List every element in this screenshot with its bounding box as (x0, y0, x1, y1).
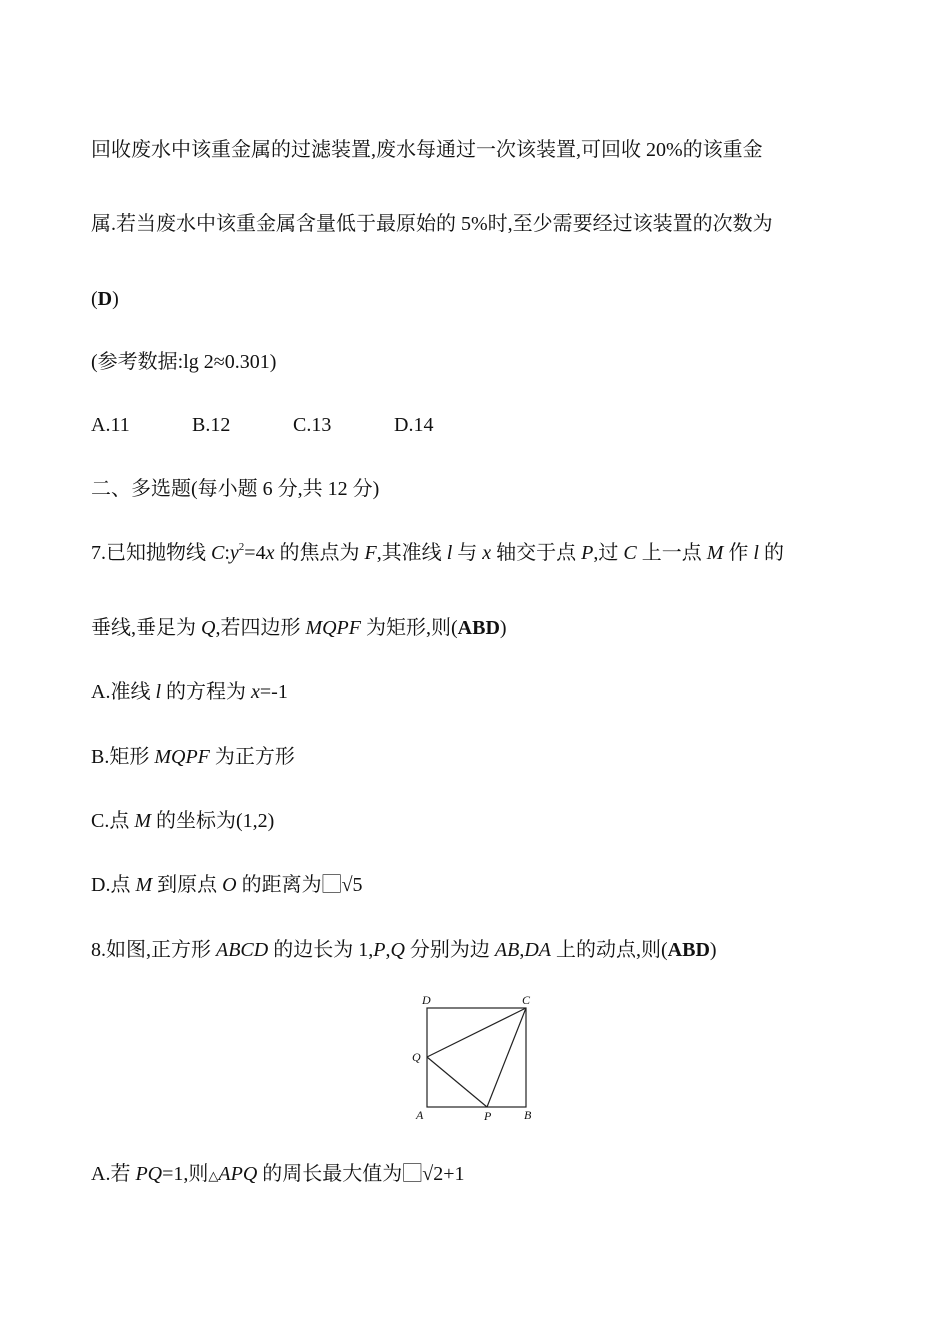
math-var: DA (524, 939, 551, 961)
q6-answer: (D) (91, 288, 119, 310)
q7-option-c (91, 807, 274, 835)
segment-pc (487, 1008, 526, 1107)
math-var: MQPF (305, 617, 361, 639)
q7-stem-line2 (91, 614, 507, 642)
section-heading: 二、多选题(每小题 6 分,共 12 分) (91, 478, 380, 500)
math-var: AB (494, 939, 520, 961)
q7-answer: ABD (457, 617, 500, 639)
q7-text: 作 (723, 542, 754, 564)
q7-number: 7. (91, 542, 106, 564)
q7-text: 垂线,垂足为 (91, 617, 201, 639)
option-text: 到原点 (152, 874, 223, 896)
q7-option-a (91, 678, 288, 706)
q8-text: 8.如图,正方形 (91, 939, 216, 961)
label-p: P (484, 1109, 492, 1123)
option-text: =-1 (259, 681, 288, 703)
option-text: 的坐标为(1,2) (151, 810, 275, 832)
q7-text: 与 (452, 542, 483, 564)
math-var: P (581, 542, 594, 564)
math-var: P (373, 939, 386, 961)
option-text: 的周长最大值为 (257, 1163, 423, 1185)
segment-qc (427, 1008, 526, 1057)
option-text: B.矩形 (91, 746, 155, 768)
q6-option-a: A.11 (91, 414, 130, 436)
q8-text: , (519, 939, 525, 961)
math-var: C (211, 542, 225, 564)
math-var: MQPF (154, 746, 210, 768)
sqrt-value: ⃞√5 (341, 874, 363, 896)
square-figure (400, 990, 550, 1125)
q7-text: 轴交于点 (491, 542, 582, 564)
q8-stem (91, 936, 717, 964)
label-c: C (522, 993, 531, 1007)
math-var: M (706, 542, 724, 564)
square-diagram (400, 990, 550, 1125)
math-var: x (251, 681, 260, 703)
superscript: 2 (238, 541, 245, 553)
q7-text: 上一点 (636, 542, 707, 564)
q7-text: ,过 (593, 542, 624, 564)
math-var: PQ (135, 1163, 163, 1185)
q7-text: 的 (758, 542, 784, 564)
segment-qp (427, 1057, 487, 1107)
option-text: 为正方形 (209, 746, 295, 768)
q7-option-d (91, 871, 363, 899)
option-text: A.若 (91, 1163, 136, 1185)
math-var: ABCD (216, 939, 269, 961)
label-a: A (416, 1108, 424, 1122)
q7-text: ,其准线 (376, 542, 447, 564)
option-text: A.准线 (91, 681, 156, 703)
q8-option-a (91, 1160, 465, 1190)
q6-option-c: C.13 (293, 414, 332, 436)
q7-option-b (91, 743, 295, 771)
option-text: D.点 (91, 874, 136, 896)
q6-option-d: D.14 (394, 414, 434, 436)
q6-reference-data: (参考数据:lg 2≈0.301) (91, 351, 277, 373)
math-var: C (623, 542, 637, 564)
math-var: l (155, 681, 162, 703)
math-var: APQ (218, 1163, 258, 1185)
q7-text: 为矩形,则( (361, 617, 458, 639)
math-var: M (134, 810, 152, 832)
math-var: M (135, 874, 153, 896)
q8-text: ) (709, 939, 717, 961)
math-var: Q (201, 617, 216, 639)
q6-text-line2: 属.若当废水中该重金属含量低于最原始的 5%时,至少需要经过该装置的次数为 (91, 213, 773, 235)
q6-option-b: B.12 (192, 414, 231, 436)
label-b: B (524, 1108, 532, 1122)
option-text: 的距离为 (236, 874, 342, 896)
q6-text-line1: 回收废水中该重金属的过滤装置,废水每通过一次该装置,可回收 20%的该重金 (91, 139, 763, 161)
math-var: x (265, 542, 275, 564)
q8-text: 上的动点,则( (551, 939, 668, 961)
math-var: Q (390, 939, 405, 961)
math-var: F (364, 542, 377, 564)
option-text: C.点 (91, 810, 135, 832)
math-var: l (446, 542, 453, 564)
option-text: 的方程为 (161, 681, 252, 703)
label-q: Q (412, 1050, 421, 1064)
math-var: O (222, 874, 237, 896)
q8-text: 分别为边 (404, 939, 495, 961)
q8-answer: ABD (667, 939, 710, 961)
q7-text: ) (499, 617, 507, 639)
q7-text: 已知抛物线 (106, 542, 211, 564)
triangle-symbol: △ (208, 1168, 219, 1183)
q7-text: : (224, 542, 230, 564)
q8-text: 的边长为 1, (268, 939, 374, 961)
option-text: =1,则 (162, 1163, 209, 1185)
math-var: y (229, 542, 239, 564)
label-d: D (422, 993, 431, 1007)
sqrt-value: ⃞√2+1 (422, 1163, 465, 1185)
q7-stem-line1 (91, 539, 784, 567)
math-var: x (482, 542, 492, 564)
square-abcd (427, 1008, 526, 1107)
q6-answer-letter: D (97, 288, 113, 310)
q7-text: =4 (244, 542, 266, 564)
q7-text: ,若四边形 (215, 617, 306, 639)
math-var: l (753, 542, 759, 564)
q6-options (91, 411, 495, 439)
q7-text: 的焦点为 (274, 542, 365, 564)
q8-text: , (385, 939, 391, 961)
